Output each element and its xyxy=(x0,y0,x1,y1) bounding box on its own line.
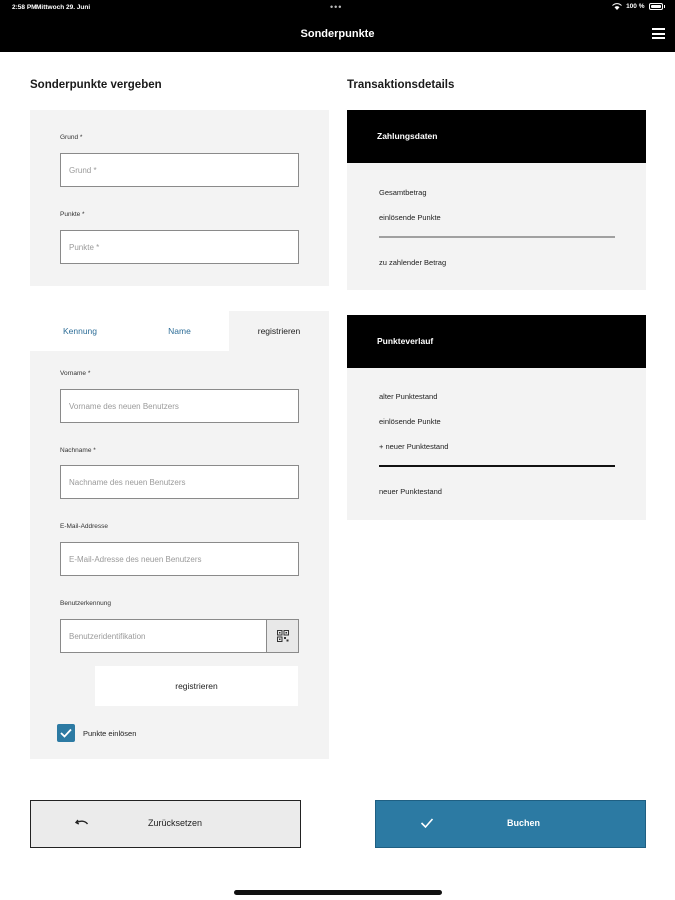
multitask-dots-icon[interactable]: ••• xyxy=(330,2,343,12)
reset-button[interactable] xyxy=(30,800,301,848)
home-indicator[interactable] xyxy=(234,890,442,895)
history-row-old: alter Punktestand xyxy=(379,392,438,401)
payment-row-redeem: einlösende Punkte xyxy=(379,213,441,222)
kennung-input[interactable] xyxy=(60,619,267,653)
payment-divider xyxy=(379,236,615,238)
history-row-redeem: einlösende Punkte xyxy=(379,417,441,426)
redeem-points-checkbox[interactable] xyxy=(57,724,75,742)
vorname-label: Vorname * xyxy=(60,370,91,377)
tab-kennung[interactable]: Kennung xyxy=(30,311,130,351)
grund-label: Grund * xyxy=(60,134,83,141)
history-new-total-label: neuer Punktestand xyxy=(379,487,442,496)
status-date: Mittwoch 29. Juni xyxy=(36,4,91,11)
hamburger-menu-icon[interactable] xyxy=(652,28,665,39)
register-button[interactable]: registrieren xyxy=(95,666,298,706)
reset-label: Zurücksetzen xyxy=(148,818,203,828)
checkmark-icon xyxy=(420,816,434,830)
nachname-input[interactable] xyxy=(60,465,299,499)
qr-code-icon xyxy=(277,630,289,642)
page-title: Sonderpunkte xyxy=(300,28,375,40)
wifi-icon xyxy=(612,3,622,10)
checkmark-icon xyxy=(60,728,72,738)
right-section-title: Transaktionsdetails xyxy=(347,79,455,91)
history-divider xyxy=(379,465,615,467)
punkte-input[interactable] xyxy=(60,230,299,264)
history-card-header: Punkteverlauf xyxy=(347,315,646,368)
history-row-new: + neuer Punktestand xyxy=(379,442,449,451)
book-label: Buchen xyxy=(507,818,541,828)
book-button[interactable] xyxy=(375,800,646,848)
tab-registrieren[interactable]: registrieren xyxy=(229,311,329,351)
punkte-label: Punkte * xyxy=(60,211,85,218)
left-section-title: Sonderpunkte vergeben xyxy=(30,79,162,91)
vorname-input[interactable] xyxy=(60,389,299,423)
qr-scan-button[interactable] xyxy=(266,619,299,653)
redeem-points-label: Punkte einlösen xyxy=(83,729,137,738)
status-bar xyxy=(0,0,675,16)
undo-icon xyxy=(75,816,89,830)
grund-input[interactable] xyxy=(60,153,299,187)
top-bar xyxy=(0,0,675,52)
points-form-panel xyxy=(30,110,329,286)
tab-name[interactable]: Name xyxy=(130,311,229,351)
battery-icon xyxy=(649,3,663,10)
payment-due-label: zu zahlender Betrag xyxy=(379,258,447,267)
nachname-label: Nachname * xyxy=(60,447,96,454)
payment-row-total: Gesamtbetrag xyxy=(379,188,427,197)
email-input[interactable] xyxy=(60,542,299,576)
status-time: 2:58 PM xyxy=(12,4,37,11)
user-tabs xyxy=(30,311,329,351)
kennung-label: Benutzerkennung xyxy=(60,600,111,607)
email-label: E-Mail-Addresse xyxy=(60,523,109,530)
payment-card-body xyxy=(347,163,646,290)
battery-percent: 100 % xyxy=(626,3,645,10)
payment-card-header: Zahlungsdaten xyxy=(347,110,646,163)
